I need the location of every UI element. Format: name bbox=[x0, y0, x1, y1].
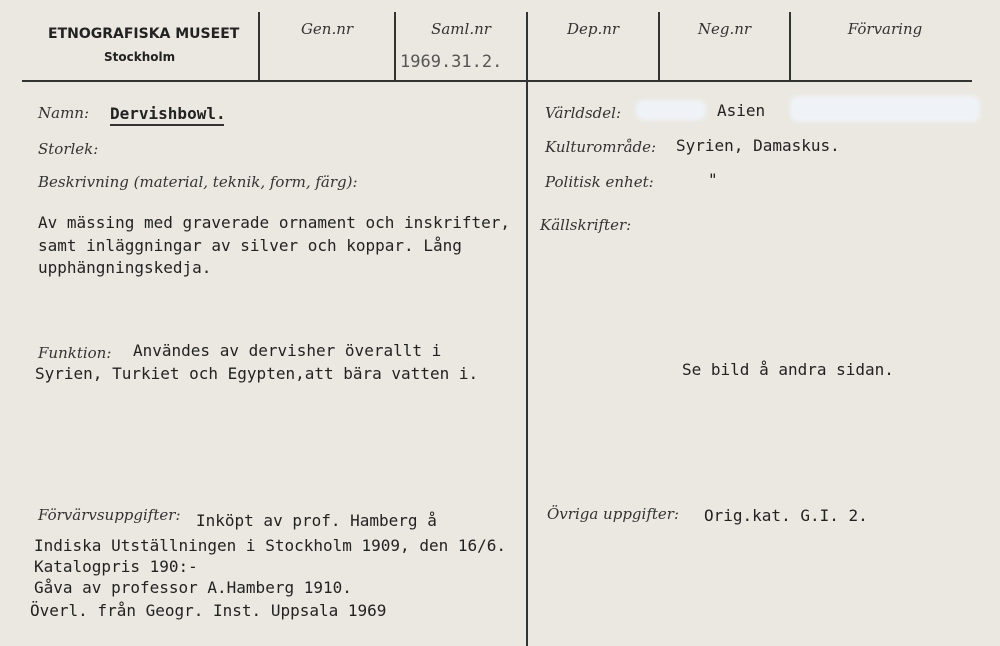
storlek-label: Storlek: bbox=[38, 140, 99, 158]
namn-underline bbox=[110, 124, 224, 126]
correction-smudge bbox=[790, 96, 980, 122]
forvarv-line: Katalogpris 190:- bbox=[34, 557, 198, 576]
funktion-value-cont: Syrien, Turkiet och Egypten,att bära vatten i. bbox=[35, 364, 479, 383]
kulturomrade-value: Syrien, Damaskus. bbox=[676, 136, 840, 155]
forvarv-value: Inköpt av prof. Hamberg å bbox=[196, 511, 437, 530]
beskrivning-line: upphängningskedja. bbox=[38, 258, 212, 277]
header-dep-nr: Dep.nr bbox=[566, 20, 620, 38]
beskrivning-line: Av mässing med graverade ornament och inskrifter, bbox=[38, 213, 511, 232]
kallskrifter-label: Källskrifter: bbox=[540, 216, 632, 234]
namn-label: Namn: bbox=[38, 104, 90, 122]
beskrivning-label: Beskrivning (material, teknik, form, färg): bbox=[38, 173, 358, 191]
correction-smudge bbox=[636, 100, 706, 120]
header-divider bbox=[22, 80, 972, 82]
forvarv-line: Överl. från Geogr. Inst. Uppsala 1969 bbox=[30, 601, 387, 620]
museum-city: Stockholm bbox=[104, 50, 176, 64]
varldsdel-value: Asien bbox=[717, 101, 766, 120]
funktion-label: Funktion: bbox=[38, 344, 112, 362]
politisk-label: Politisk enhet: bbox=[545, 173, 654, 191]
museum-name: ETNOGRAFISKA MUSEET bbox=[48, 26, 240, 42]
saml-nr-value: 1969.31.2. bbox=[400, 52, 503, 72]
header-gen-nr: Gen.nr bbox=[300, 20, 354, 38]
beskrivning-line: samt inläggningar av silver och koppar. Lång bbox=[38, 236, 462, 255]
header-col-sep-5 bbox=[789, 12, 791, 81]
politisk-value: " bbox=[708, 170, 718, 189]
header-saml-nr: Saml.nr bbox=[431, 20, 491, 38]
se-bild-note: Se bild å andra sidan. bbox=[682, 360, 894, 379]
forvarv-label: Förvärvsuppgifter: bbox=[38, 506, 181, 524]
forvarv-line: Gåva av professor A.Hamberg 1910. bbox=[34, 578, 352, 597]
namn-value: Dervishbowl. bbox=[110, 104, 226, 123]
kulturomrade-label: Kulturområde: bbox=[545, 138, 657, 156]
header-forvaring: Förvaring bbox=[847, 20, 923, 38]
header-neg-nr: Neg.nr bbox=[697, 20, 752, 38]
funktion-value: Användes av dervisher överallt i bbox=[133, 341, 442, 360]
forvarv-line: Indiska Utställningen i Stockholm 1909, den 16/6. bbox=[34, 536, 507, 555]
body-divider bbox=[526, 82, 528, 646]
ovriga-value: Orig.kat. G.I. 2. bbox=[704, 506, 868, 525]
ovriga-label: Övriga uppgifter: bbox=[547, 505, 679, 523]
varldsdel-label: Världsdel: bbox=[545, 104, 621, 122]
